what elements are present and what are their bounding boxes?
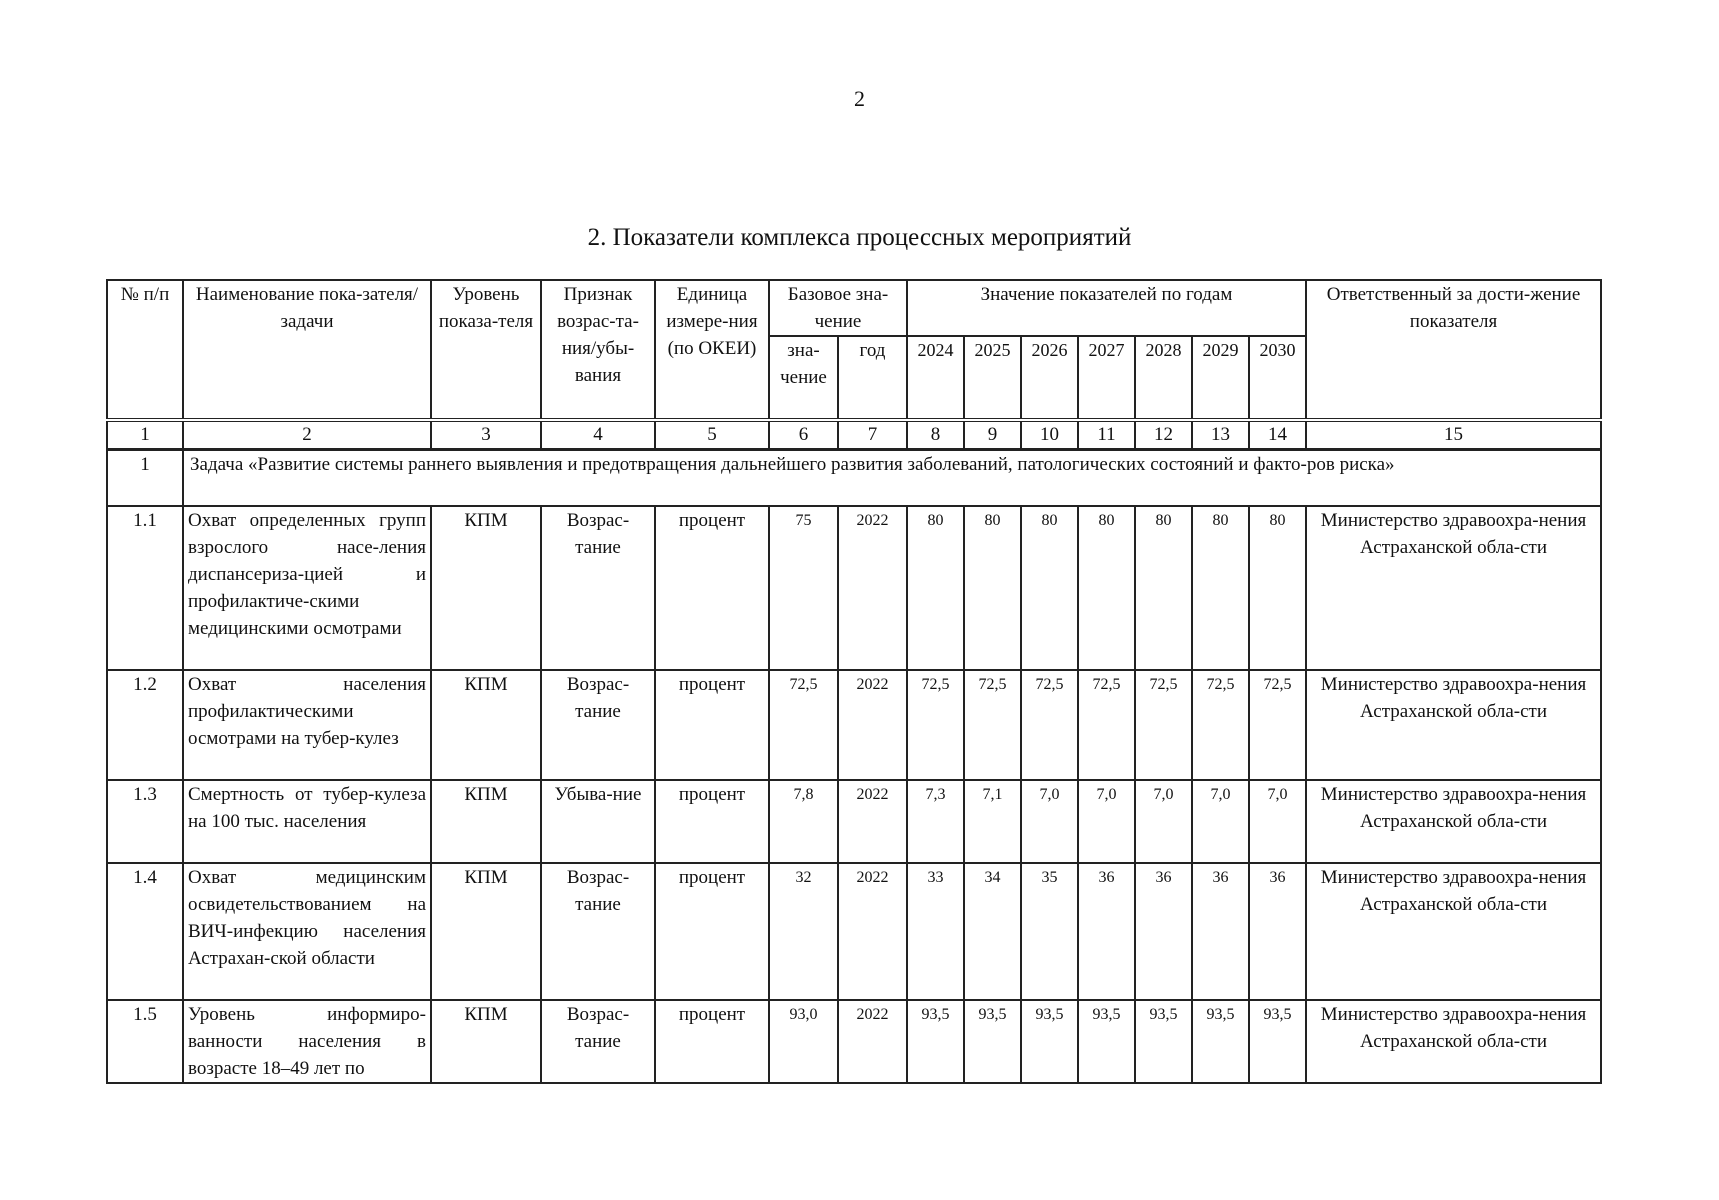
task-row [107, 450, 1601, 507]
row-value: 80 [964, 506, 1021, 670]
header-years-group: Значение показателей по годам [907, 280, 1306, 336]
row-trend: Убыва-ние [541, 780, 655, 863]
row-name: Охват населения профилактическими осмотрами на тубер-кулез [183, 670, 431, 780]
section-title: 2. Показатели комплекса процессных мероприятий [587, 224, 1132, 251]
row-value: 7,0 [1021, 780, 1078, 863]
row-value: 33 [907, 863, 964, 1000]
header-year: 2029 [1192, 336, 1249, 420]
header-responsible: Ответственный за дости-жение показателя [1306, 280, 1601, 420]
header-year: 2027 [1078, 336, 1135, 420]
row-unit: процент [655, 506, 769, 670]
row-num: 1.1 [107, 506, 183, 670]
row-level: КПМ [431, 670, 541, 780]
row-level: КПМ [431, 506, 541, 670]
row-value: 36 [1135, 863, 1192, 1000]
row-base-year: 2022 [838, 780, 907, 863]
column-number: 4 [541, 420, 655, 450]
column-number: 14 [1249, 420, 1306, 450]
header-unit: Единица измере-ния (по ОКЕИ) [655, 280, 769, 420]
column-number: 9 [964, 420, 1021, 450]
row-num: 1.2 [107, 670, 183, 780]
column-number: 2 [183, 420, 431, 450]
row-base-value: 75 [769, 506, 838, 670]
table-row [107, 670, 1601, 780]
row-unit: процент [655, 1000, 769, 1083]
row-value: 7,0 [1135, 780, 1192, 863]
row-value: 80 [907, 506, 964, 670]
header-level: Уровень показа-теля [431, 280, 541, 420]
row-responsible: Министерство здравоохра-нения Астраханской обла-сти [1306, 506, 1601, 670]
column-number: 3 [431, 420, 541, 450]
row-value: 36 [1192, 863, 1249, 1000]
row-value: 72,5 [1021, 670, 1078, 780]
column-number: 13 [1192, 420, 1249, 450]
row-responsible: Министерство здравоохра-нения Астраханской обла-сти [1306, 863, 1601, 1000]
row-value: 72,5 [1249, 670, 1306, 780]
table-row [107, 863, 1601, 1000]
row-level: КПМ [431, 863, 541, 1000]
row-base-value: 93,0 [769, 1000, 838, 1083]
row-value: 93,5 [964, 1000, 1021, 1083]
table-row [107, 506, 1601, 670]
column-number: 1 [107, 420, 183, 450]
row-name: Охват определенных групп взрослого насе-ления диспансериза-цией и профилактиче-скими медицинскими осмотрами [183, 506, 431, 670]
row-value: 35 [1021, 863, 1078, 1000]
row-value: 7,0 [1249, 780, 1306, 863]
row-value: 80 [1249, 506, 1306, 670]
row-level: КПМ [431, 1000, 541, 1083]
row-base-year: 2022 [838, 863, 907, 1000]
header-year: 2028 [1135, 336, 1192, 420]
row-value: 80 [1192, 506, 1249, 670]
row-value: 80 [1135, 506, 1192, 670]
table-row [107, 780, 1601, 863]
row-unit: процент [655, 670, 769, 780]
header-year: 2026 [1021, 336, 1078, 420]
row-name: Смертность от тубер-кулеза на 100 тыс. населения [183, 780, 431, 863]
row-trend: Возрас-тание [541, 863, 655, 1000]
column-number: 6 [769, 420, 838, 450]
indicators-table [106, 279, 1602, 1084]
header-year: 2024 [907, 336, 964, 420]
row-value: 72,5 [1192, 670, 1249, 780]
column-number: 10 [1021, 420, 1078, 450]
row-base-value: 32 [769, 863, 838, 1000]
column-number-row [107, 420, 1601, 450]
row-base-year: 2022 [838, 670, 907, 780]
row-num: 1.4 [107, 863, 183, 1000]
row-num: 1.3 [107, 780, 183, 863]
row-responsible: Министерство здравоохра-нения Астраханской обла-сти [1306, 1000, 1601, 1083]
row-base-year: 2022 [838, 1000, 907, 1083]
row-num: 1.5 [107, 1000, 183, 1083]
row-value: 7,3 [907, 780, 964, 863]
header-base-value: зна-чение [769, 336, 838, 420]
row-value: 93,5 [907, 1000, 964, 1083]
header-row-1 [107, 280, 1601, 336]
row-responsible: Министерство здравоохра-нения Астраханской обла-сти [1306, 780, 1601, 863]
row-name: Охват медицинским освидетельствованием на ВИЧ-инфекцию населения Астрахан-ской области [183, 863, 431, 1000]
page-number: 2 [854, 86, 865, 111]
row-responsible: Министерство здравоохра-нения Астраханской обла-сти [1306, 670, 1601, 780]
row-level: КПМ [431, 780, 541, 863]
header-base-year: год [838, 336, 907, 420]
row-value: 93,5 [1192, 1000, 1249, 1083]
row-value: 72,5 [964, 670, 1021, 780]
row-name: Уровень информиро-ванности населения в возрасте 18–49 лет по [183, 1000, 431, 1083]
header-year: 2025 [964, 336, 1021, 420]
row-base-value: 7,8 [769, 780, 838, 863]
header-base: Базовое зна-чение [769, 280, 907, 336]
row-value: 36 [1078, 863, 1135, 1000]
column-number: 11 [1078, 420, 1135, 450]
row-value: 80 [1021, 506, 1078, 670]
header-name: Наименование пока-зателя/задачи [183, 280, 431, 420]
row-value: 72,5 [1078, 670, 1135, 780]
task-text: Задача «Развитие системы раннего выявления и предотвращения дальнейшего развития заболеваний, патологических состояний и факто-ров риска» [183, 450, 1601, 507]
table-row [107, 1000, 1601, 1083]
row-trend: Возрас-тание [541, 506, 655, 670]
row-value: 72,5 [907, 670, 964, 780]
row-value: 7,0 [1078, 780, 1135, 863]
row-base-value: 72,5 [769, 670, 838, 780]
row-value: 7,1 [964, 780, 1021, 863]
column-number: 8 [907, 420, 964, 450]
row-value: 93,5 [1078, 1000, 1135, 1083]
header-trend: Признак возрас-та-ния/убы-вания [541, 280, 655, 420]
row-value: 80 [1078, 506, 1135, 670]
column-number: 12 [1135, 420, 1192, 450]
header-year: 2030 [1249, 336, 1306, 420]
row-value: 34 [964, 863, 1021, 1000]
row-trend: Возрас-тание [541, 1000, 655, 1083]
row-value: 7,0 [1192, 780, 1249, 863]
column-number: 7 [838, 420, 907, 450]
row-value: 72,5 [1135, 670, 1192, 780]
row-base-year: 2022 [838, 506, 907, 670]
row-value: 93,5 [1135, 1000, 1192, 1083]
row-unit: процент [655, 780, 769, 863]
task-num: 1 [107, 450, 183, 507]
row-value: 93,5 [1249, 1000, 1306, 1083]
column-number: 5 [655, 420, 769, 450]
row-unit: процент [655, 863, 769, 1000]
row-trend: Возрас-тание [541, 670, 655, 780]
row-value: 36 [1249, 863, 1306, 1000]
row-value: 93,5 [1021, 1000, 1078, 1083]
column-number: 15 [1306, 420, 1601, 450]
header-num: № п/п [107, 280, 183, 420]
